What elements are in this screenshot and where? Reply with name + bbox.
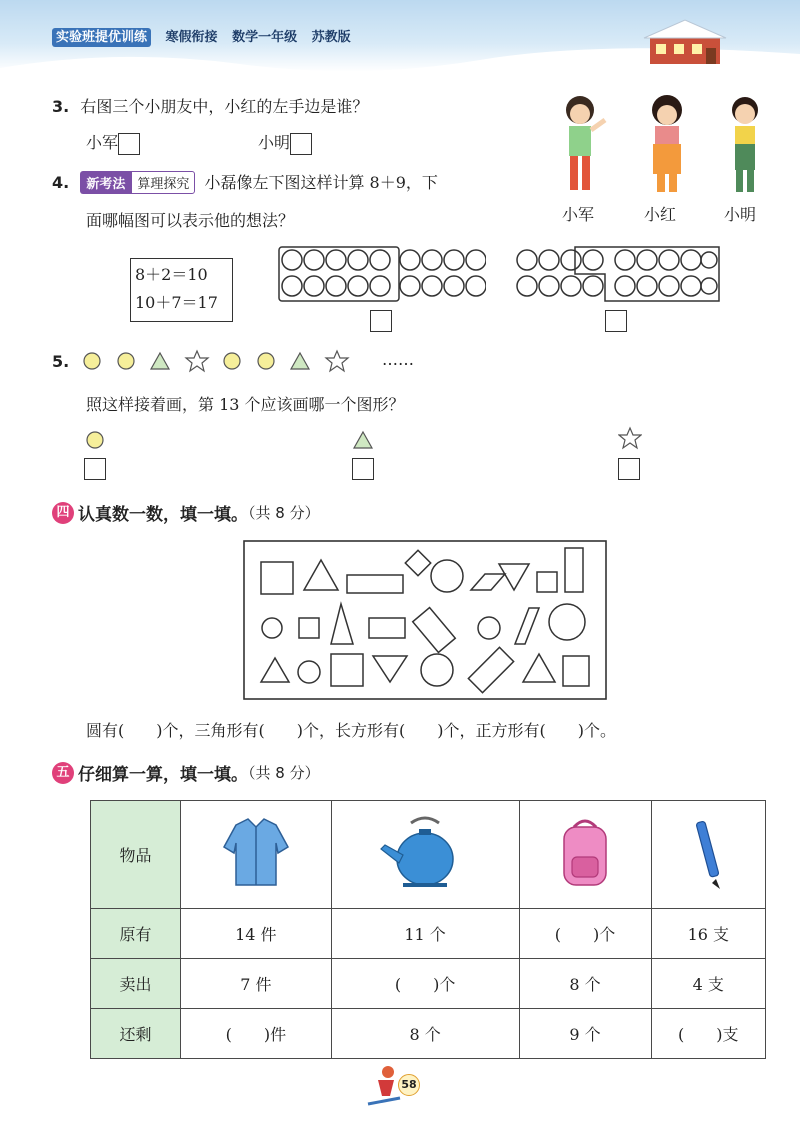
table-cell-kettle <box>331 801 519 909</box>
kettle-icon <box>375 813 475 893</box>
q5-option-triangle-box[interactable] <box>352 458 374 480</box>
shape-square <box>299 618 319 638</box>
q3-option-b-label: 小明 <box>258 133 291 152</box>
q4-a-group-outline <box>279 247 399 301</box>
q4-option-a-diagram <box>276 244 486 306</box>
q4-calc-line1: 8＋2＝10 <box>135 265 208 284</box>
table-row-label: 还剩 <box>91 1009 181 1059</box>
table-cell: 8 个 <box>519 959 651 1009</box>
table-cell-blank[interactable]: ( )个 <box>519 909 651 959</box>
q4-option-a-box[interactable] <box>370 310 392 332</box>
kid-xiaojun-figure <box>566 96 605 190</box>
shape-circle <box>421 654 453 686</box>
seq-circle-icon <box>84 353 100 369</box>
q4-text-line2: 面哪幅图可以表示他的想法？ <box>86 211 295 230</box>
q5-number: 5. <box>52 352 70 371</box>
table-cell: 14 件 <box>181 909 332 959</box>
q5-shape-sequence <box>80 348 380 374</box>
q3-line <box>52 94 368 117</box>
table-cell-backpack <box>519 801 651 909</box>
shape-rectangle <box>468 647 513 692</box>
q4-tag-sub: 算理探究 <box>131 171 195 194</box>
table-row <box>91 1009 766 1059</box>
shape-triangle <box>523 654 555 682</box>
snow-house-icon <box>640 18 730 68</box>
q5-text: 照这样接着画，第 13 个应该画哪一个图形？ <box>86 395 405 414</box>
q4-option-b-diagram <box>513 244 723 306</box>
section5-badge: 五 <box>52 762 74 784</box>
shape-triangle <box>261 658 289 682</box>
q4-number: 4. <box>52 173 70 192</box>
shape-parallelogram <box>471 574 505 590</box>
page-number: 58 <box>398 1074 420 1096</box>
header-title <box>52 26 361 45</box>
shape-circle <box>262 618 282 638</box>
section4-score: （共 8 分） <box>248 504 320 522</box>
jacket-icon <box>216 813 296 893</box>
goods-table <box>90 800 766 1059</box>
shape-rectangle <box>563 656 589 686</box>
shape-rectangle <box>347 575 403 593</box>
q3-option-b-box[interactable] <box>290 133 312 155</box>
table-cell-blank[interactable]: ( )个 <box>331 959 519 1009</box>
shape-rectangle <box>413 608 456 653</box>
header-part2: 数学一年级 <box>232 30 298 45</box>
q3-option-a <box>86 130 140 155</box>
q5-option-triangle-icon <box>352 430 374 450</box>
q5-ellipsis: …… <box>382 350 414 369</box>
shape-rectangle <box>369 618 405 638</box>
table-cell-blank[interactable]: ( )件 <box>181 1009 332 1059</box>
shape-circle <box>549 604 585 640</box>
section4-title: 认真数一数，填一填。 <box>78 505 248 525</box>
q5-option-star-box[interactable] <box>618 458 640 480</box>
section5-title: 仔细算一算，填一填。 <box>78 765 248 785</box>
table-cell-blank[interactable]: ( )支 <box>651 1009 765 1059</box>
table-cell-jacket <box>181 801 332 909</box>
q4-tag-new: 新考法 <box>80 171 131 194</box>
shape-triangle <box>499 564 529 590</box>
table-row <box>91 909 766 959</box>
kid-label-xiaohong: 小红 <box>644 205 677 224</box>
q3-option-a-box[interactable] <box>118 133 140 155</box>
table-cell: 11 个 <box>331 909 519 959</box>
kid-label-xiaoming: 小明 <box>724 205 757 224</box>
seq-triangle-icon <box>151 353 169 369</box>
section4-heading <box>52 500 320 525</box>
table-cell-pen <box>651 801 765 909</box>
shape-square <box>331 654 363 686</box>
shape-triangle <box>304 560 338 590</box>
q3-option-a-label: 小军 <box>86 133 119 152</box>
shape-triangle <box>373 656 407 682</box>
q5-option-circle-icon <box>84 430 106 450</box>
shape-square <box>405 550 430 575</box>
kid-xiaohong-figure <box>652 95 682 192</box>
seq-triangle-icon <box>291 353 309 369</box>
q3-option-b <box>258 130 312 155</box>
table-cell: 16 支 <box>651 909 765 959</box>
shape-circle <box>298 661 320 683</box>
table-row-label: 原有 <box>91 909 181 959</box>
table-cell: 8 个 <box>331 1009 519 1059</box>
section4-fill-text: 圆有( )个，三角形有( )个，长方形有( )个，正方形有( )个。 <box>86 721 616 740</box>
q5-option-star-icon <box>618 426 642 450</box>
table-cell: 4 支 <box>651 959 765 1009</box>
q4-calc-box <box>130 258 233 322</box>
table-row <box>91 959 766 1009</box>
section4-shapes-figure <box>243 540 607 700</box>
backpack-icon <box>550 813 620 893</box>
table-cell: 9 个 <box>519 1009 651 1059</box>
pen-icon <box>683 813 733 893</box>
kid-label-xiaojun: 小军 <box>562 205 595 224</box>
shape-circle <box>431 560 463 592</box>
seq-star-icon <box>186 351 208 371</box>
q3-number: 3. <box>52 97 70 116</box>
section5-heading <box>52 760 320 785</box>
header-series: 实验班提优训练 <box>52 28 151 47</box>
table-row-label: 卖出 <box>91 959 181 1009</box>
table-cell: 7 件 <box>181 959 332 1009</box>
kid-xiaoming-figure <box>732 97 758 192</box>
shape-rectangle <box>565 548 583 592</box>
q4-calc-line2: 10＋7＝17 <box>135 293 218 312</box>
shape-triangle <box>331 604 353 644</box>
seq-circle-icon <box>118 353 134 369</box>
seq-star-icon <box>326 351 348 371</box>
seq-circle-icon <box>224 353 240 369</box>
q4-text-line1: 小磊像左下图这样计算 8＋9，下 <box>204 173 438 192</box>
header-part3: 苏教版 <box>311 30 351 45</box>
shape-parallelogram <box>515 608 539 644</box>
shape-square <box>537 572 557 592</box>
table-row-items <box>91 801 766 909</box>
q4-line1 <box>52 170 438 194</box>
q4-b-circles <box>517 250 717 296</box>
shape-square <box>261 562 293 594</box>
q5-option-circle-box[interactable] <box>84 458 106 480</box>
table-header-label: 物品 <box>91 801 181 909</box>
header-part1: 寒假衔接 <box>165 30 218 45</box>
section5-score: （共 8 分） <box>248 764 320 782</box>
seq-circle-icon <box>258 353 274 369</box>
section4-badge: 四 <box>52 502 74 524</box>
shape-circle <box>478 617 500 639</box>
q4-option-b-box[interactable] <box>605 310 627 332</box>
q4-a-circles <box>282 250 486 296</box>
three-kids-illustration <box>555 92 780 200</box>
q3-text: 右图三个小朋友中，小红的左手边是谁？ <box>80 97 369 116</box>
